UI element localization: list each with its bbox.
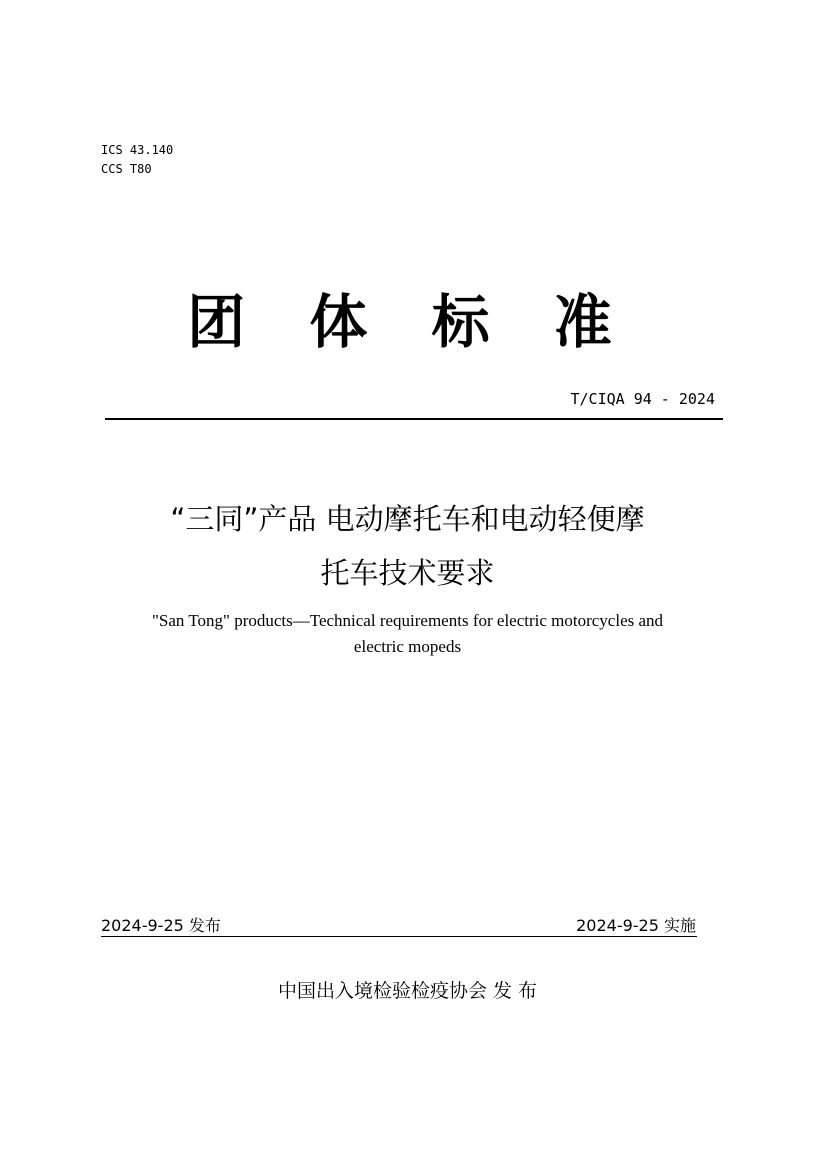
english-document-title (0, 608, 815, 660)
chinese-title-line-2: 托车技术要求 (320, 556, 495, 590)
header-divider (105, 418, 723, 420)
english-title-line-1: "San Tong" products—Technical requirements for electric motorcycles and (151, 611, 664, 630)
standard-number: T/CIQA 94 - 2024 (570, 390, 715, 408)
issue-date: 2024-9-25 发布 (101, 916, 221, 935)
implementation-date: 2024-9-25 实施 (576, 916, 696, 935)
classification-codes (101, 141, 173, 179)
chinese-document-title (0, 492, 815, 600)
ccs-code: CCS T80 (101, 162, 152, 176)
publisher: 中国出入境检验检疫协会 发 布 (277, 980, 538, 1002)
footer-divider (101, 936, 697, 937)
chinese-title-line-1: “三同”产品 电动摩托车和电动轻便摩 (170, 502, 645, 536)
english-title-line-2: electric mopeds (353, 637, 462, 656)
ics-code: ICS 43.140 (101, 143, 174, 157)
standard-type-title: 团 体 标 准 (187, 288, 634, 356)
